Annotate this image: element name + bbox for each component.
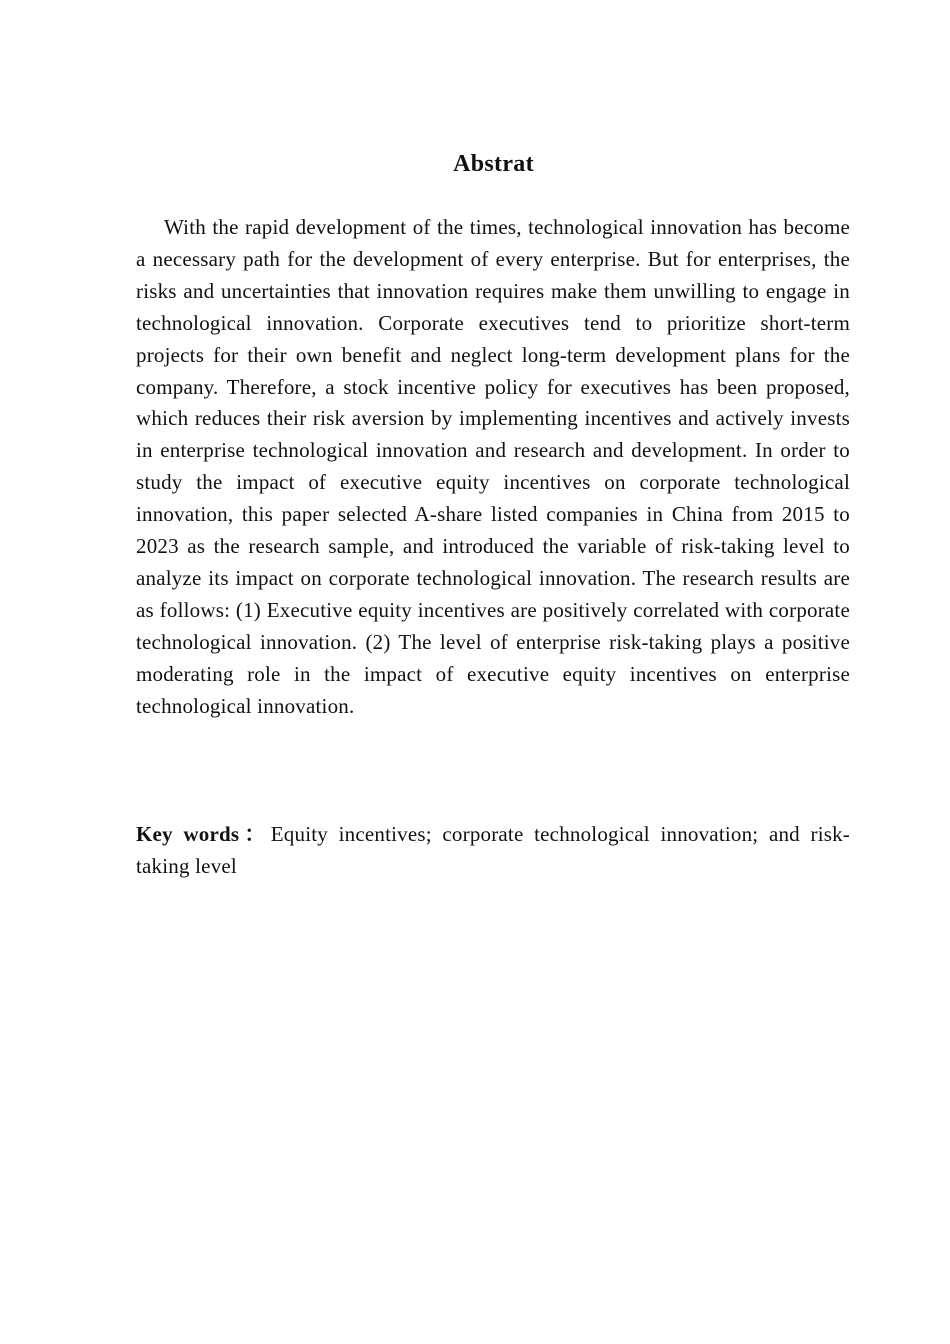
keywords-text: Equity incentives; corporate technological innovation; and risk-taking level: [136, 822, 850, 878]
keywords-label: Key words：: [136, 822, 271, 846]
abstract-body: With the rapid development of the times, technological innovation has become a necessary path for the development of every enterprise. But for enterprises, the risks and uncertainties that innovation requires make them unwilling to engage in technological innovation. Corporate executives tend to prioritize short-term projects for their own benefit and neglect long-term development plans for the company. Therefore, a stock incentive policy for executives has been proposed, which reduces their risk aversion by implementing incentives and actively invests in enterprise technological innovation and research and development. In order to study the impact of executive equity incentives on corporate technological innovation, this paper selected A-share listed companies in China from 2015 to 2023 as the research sample, and introduced the variable of risk-taking level to analyze its impact on corporate technological innovation. The research results are as follows: (1) Executive equity incentives are positively correlated with corporate technological innovation. (2) The level of enterprise risk-taking plays a positive moderating role in the impact of executive equity incentives on enterprise technological innovation.: [136, 215, 850, 718]
abstract-title: Abstrat: [453, 151, 534, 177]
keywords-line: [136, 819, 850, 883]
